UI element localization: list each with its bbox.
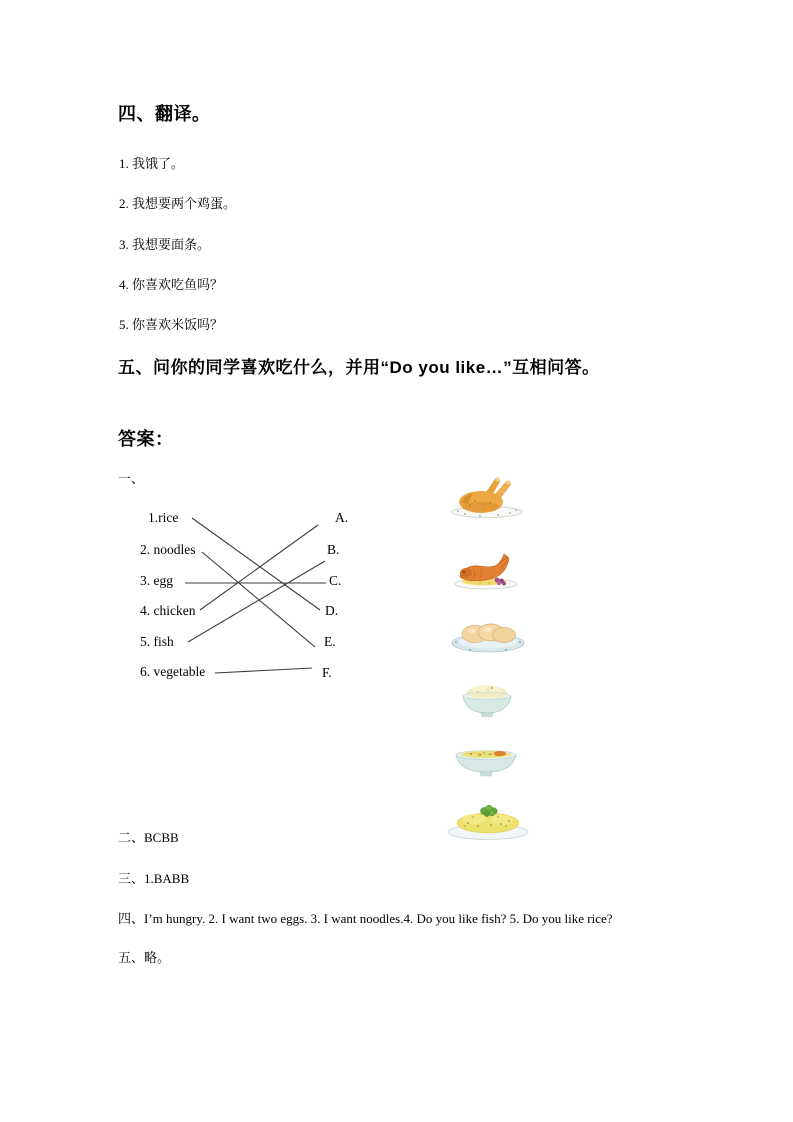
answers-part4: 四、I’m hungry. 2. I want two eggs. 3. I want noodles.4. Do you like fish? 5. Do you like rice? [118,911,613,926]
match-letter-f: F. [322,665,332,680]
match-word-vegetable: 6. vegetable [140,664,206,679]
section4-title: 四、翻译。 [118,104,211,124]
vegetable-plate-image [446,801,530,841]
match-letter-a: A. [335,510,349,525]
section4-item-2: 2. 我想要两个鸡蛋。 [119,196,237,211]
section4-item-1: 1. 我饿了。 [119,156,185,171]
match-word-egg: 3. egg [140,573,173,588]
match-letter-e: E. [324,634,336,649]
match-line-vegetable-to-F [215,668,312,673]
match-line-rice-to-D [192,518,320,610]
roast-chicken-image [450,474,524,519]
match-word-noodles: 2. noodles [140,542,196,557]
section5-title: 五、问你的同学喜欢吃什么，并用“Do you like…”互相问答。 [118,358,600,377]
section4-item-4: 4. 你喜欢吃鱼吗？ [119,277,224,292]
match-line-fish-to-B [188,561,325,642]
answers-heading: 答案： [118,429,174,449]
rice-bowl-image [458,681,516,719]
match-letter-c: C. [329,573,342,588]
matching-lines [130,500,360,690]
answers-part3: 三、1.BABB [118,871,190,886]
match-word-fish: 5. fish [140,634,174,649]
answers-part1-label: 一、 [118,471,145,486]
match-letter-d: D. [325,603,339,618]
section4-item-3: 3. 我想要面条。 [119,237,211,252]
section4-item-5: 5. 你喜欢米饭吗？ [119,317,224,332]
match-letter-b: B. [327,542,340,557]
answers-part5: 五、略。 [118,950,171,965]
noodles-bowl-image [453,742,519,779]
eggs-plate-image [450,622,526,654]
match-word-rice: 1.rice [148,510,179,525]
match-word-chicken: 4. chicken [140,603,196,618]
cooked-fish-image [453,550,519,590]
match-line-chicken-to-A [200,525,318,610]
answers-part2: 二、BCBB [118,830,179,845]
